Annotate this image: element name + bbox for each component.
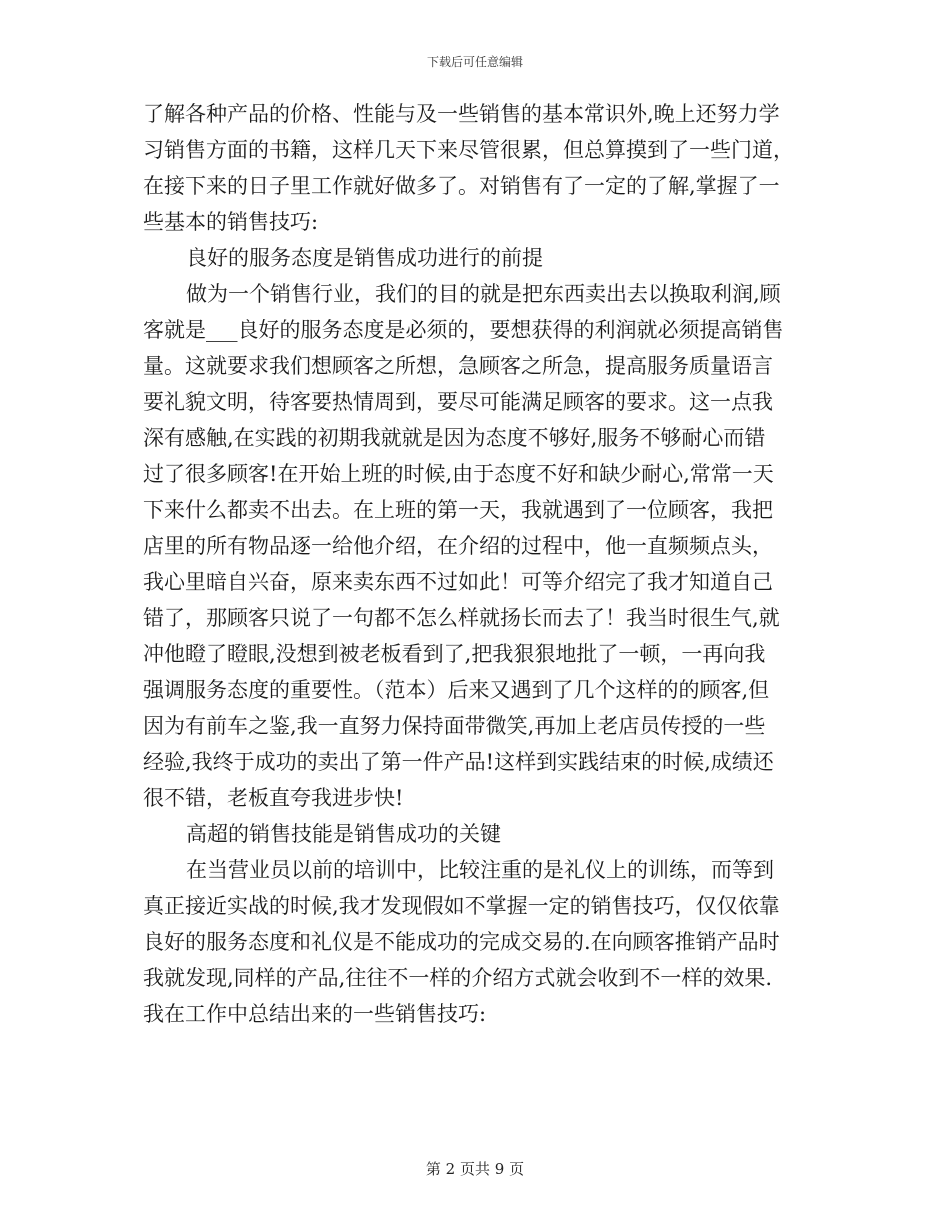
body-line: 良好的服务态度和礼仪是不能成功的完成交易的.在向顾客推销产品时 (143, 930, 780, 954)
body-line: 因为有前车之鉴,我一直努力保持面带微笑,再加上老店员传授的一些 (143, 714, 766, 738)
body-line: 强调服务态度的重要性。（范本）后来又遇到了几个这样的的顾客,但 (143, 678, 770, 702)
body-line: 错了，那顾客只说了一句都不怎么样就扬长而去了！我当时很生气,就 (143, 606, 780, 630)
body-line: 客就是___良好的服务态度是必须的，要想获得的利润就必须提高销售 (143, 318, 784, 342)
body-line: 下来什么都卖不出去。在上班的第一天，我就遇到了一位顾客，我把 (143, 498, 773, 522)
page-footer: 第 2 页共 9 页 (425, 1160, 525, 1178)
body-line: 我在工作中总结出来的一些销售技巧: (143, 1002, 487, 1026)
body-line: 量。这就要求我们想顾客之所想，急顾客之所急，提高服务质量语言 (143, 354, 773, 378)
body-line: 习销售方面的书籍，这样几天下来尽管很累，但总算摸到了一些门道， (143, 138, 794, 162)
body-line: 很不错，老板直夸我进步快! (143, 786, 404, 810)
body-line: 我就发现,同样的产品,往往不一样的介绍方式就会收到不一样的效果. (143, 966, 773, 990)
body-line: 要礼貌文明，待客要热情周到，要尽可能满足顾客的要求。这一点我 (143, 390, 773, 414)
body-line: 了解各种产品的价格、性能与及一些销售的基本常识外,晚上还努力学 (143, 102, 780, 126)
body-line: 我心里暗自兴奋，原来卖东西不过如此！可等介绍完了我才知道自己 (143, 570, 773, 594)
body-line: 在接下来的日子里工作就好做多了。对销售有了一定的了解,掌握了一 (143, 174, 780, 198)
body-line: 店里的所有物品逐一给他介绍，在介绍的过程中，他一直频频点头， (143, 534, 773, 558)
section-heading: 高超的销售技能是销售成功的关键 (186, 822, 501, 846)
body-line: 过了很多顾客!在开始上班的时候,由于态度不好和缺少耐心,常常一天 (143, 462, 774, 486)
paragraph-start: 在当营业员以前的培训中，比较注重的是礼仪上的训练，而等到 (186, 858, 774, 882)
paragraph-start: 做为一个销售行业，我们的目的就是把东西卖出去以换取利润,顾 (186, 282, 781, 306)
body-line: 些基本的销售技巧: (143, 210, 319, 234)
section-heading: 良好的服务态度是销售成功进行的前提 (186, 246, 543, 270)
body-line: 深有感触,在实践的初期我就就是因为态度不够好,服务不够耐心而错 (143, 426, 766, 450)
page-header: 下载后可任意编辑 (426, 55, 523, 69)
body-line: 冲他瞪了瞪眼,没想到被老板看到了,把我狠狠地批了一顿，一再向我 (143, 642, 766, 666)
document-body (143, 96, 807, 1032)
body-line: 经验,我终于成功的卖出了第一件产品!这样到实践结束的时候,成绩还 (143, 750, 774, 774)
body-line: 真正接近实战的时候,我才发现假如不掌握一定的销售技巧，仅仅依靠 (143, 894, 780, 918)
